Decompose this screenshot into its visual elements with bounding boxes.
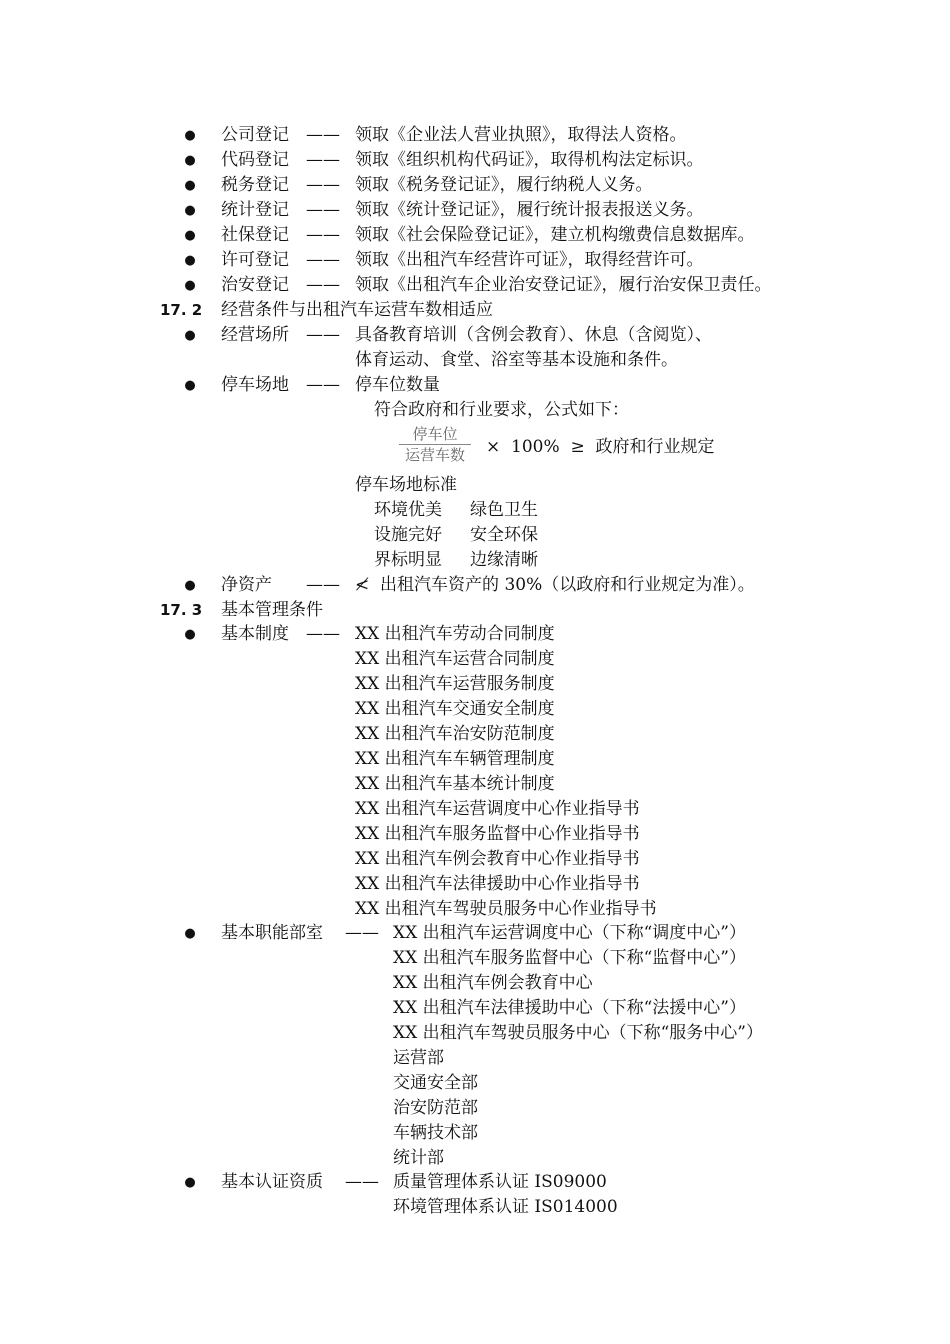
dash-separator: ——	[306, 624, 340, 644]
section-title: 经营条件与出租汽车运营车数相适应	[221, 300, 493, 320]
rule-item: XX 出租汽车交通安全制度	[355, 699, 555, 719]
item-text: 停车位数量	[355, 375, 440, 395]
item-label: 税务登记	[221, 175, 289, 195]
item-label: 许可登记	[221, 250, 289, 270]
dash-separator: ——	[306, 200, 340, 220]
rule-item: XX 出租汽车驾驶员服务中心作业指导书	[355, 899, 657, 919]
bullet-icon: ●	[184, 1175, 196, 1190]
standard-item: 界标明显	[374, 550, 442, 570]
item-text: 领取《组织机构代码证》，取得机构法定标识。	[355, 150, 704, 170]
standard-item: 设施完好	[374, 525, 442, 545]
item-text: 符合政府和行业要求，公式如下：	[374, 400, 629, 420]
item-label: 净资产	[221, 575, 272, 595]
dept-item: XX 出租汽车法律援助中心（下称“法援中心”）	[393, 998, 746, 1018]
dash-separator: ——	[306, 375, 340, 395]
rule-item: XX 出租汽车基本统计制度	[355, 774, 555, 794]
dash-separator: ——	[306, 250, 340, 270]
dept-item: XX 出租汽车驾驶员服务中心（下称“服务中心”）	[393, 1023, 763, 1043]
dash-separator: ——	[306, 175, 340, 195]
formula-text: × 100% ≥ 政府和行业规定	[486, 437, 715, 457]
dept-item: 统计部	[393, 1148, 444, 1168]
section-number: 17. 2	[160, 301, 203, 319]
item-label: 基本制度	[221, 624, 289, 644]
item-label: 基本认证资质	[221, 1172, 323, 1192]
rule-item: XX 出租汽车例会教育中心作业指导书	[355, 849, 640, 869]
cert-item: 质量管理体系认证 IS09000	[393, 1172, 607, 1192]
section-number: 17. 3	[160, 601, 203, 619]
item-label: 治安登记	[221, 275, 289, 295]
standard-item: 环境优美	[374, 500, 442, 520]
bullet-icon: ●	[184, 278, 196, 293]
section-title: 基本管理条件	[221, 600, 323, 620]
bullet-icon: ●	[184, 328, 196, 343]
dept-item: 交通安全部	[393, 1073, 478, 1093]
dash-separator: ——	[306, 150, 340, 170]
cert-item: 环境管理体系认证 IS014000	[393, 1197, 618, 1217]
dash-separator: ——	[345, 1172, 379, 1192]
bullet-icon: ●	[184, 228, 196, 243]
item-label: 代码登记	[221, 150, 289, 170]
fraction-denominator: 运营车数	[404, 446, 465, 464]
fraction-numerator: 停车位	[412, 425, 458, 443]
item-text: 领取《出租汽车经营许可证》，取得经营许可。	[355, 250, 704, 270]
item-text: 具备教育培训（含例会教育）、休息（含阅览）、	[355, 325, 712, 345]
bullet-icon: ●	[184, 128, 196, 143]
dash-separator: ——	[306, 325, 340, 345]
item-text: 领取《企业法人营业执照》，取得法人资格。	[355, 125, 687, 145]
item-label: 经营场所	[221, 325, 289, 345]
rule-item: XX 出租汽车法律援助中心作业指导书	[355, 874, 640, 894]
item-text: 领取《社会保险登记证》，建立机构缴费信息数据库。	[355, 225, 755, 245]
dept-item: 车辆技术部	[393, 1123, 478, 1143]
formula-fraction	[395, 424, 475, 465]
bullet-icon: ●	[184, 926, 196, 941]
item-label: 统计登记	[221, 200, 289, 220]
rule-item: XX 出租汽车运营服务制度	[355, 674, 555, 694]
bullet-icon: ●	[184, 203, 196, 218]
rule-item: XX 出租汽车劳动合同制度	[355, 624, 555, 644]
dept-item: 运营部	[393, 1048, 444, 1068]
dash-separator: ——	[306, 275, 340, 295]
rule-item: XX 出租汽车服务监督中心作业指导书	[355, 824, 640, 844]
item-text: 领取《出租汽车企业治安登记证》，履行治安保卫责任。	[355, 275, 772, 295]
rule-item: XX 出租汽车车辆管理制度	[355, 749, 555, 769]
standard-item: 边缘清晰	[470, 550, 538, 570]
item-text: 领取《统计登记证》，履行统计报表报送义务。	[355, 200, 704, 220]
standard-item: 绿色卫生	[470, 500, 538, 520]
rule-item: XX 出租汽车运营合同制度	[355, 649, 555, 669]
rule-item: XX 出租汽车治安防范制度	[355, 724, 555, 744]
bullet-icon: ●	[184, 253, 196, 268]
dash-separator: ——	[306, 125, 340, 145]
dash-separator: ——	[306, 225, 340, 245]
standard-title: 停车场地标准	[355, 475, 457, 495]
item-label: 停车场地	[221, 375, 289, 395]
bullet-icon: ●	[184, 578, 196, 593]
dept-item: XX 出租汽车运营调度中心（下称“调度中心”）	[393, 923, 746, 943]
dept-item: XX 出租汽车服务监督中心（下称“监督中心”）	[393, 948, 746, 968]
item-text: 领取《税务登记证》，履行纳税人义务。	[355, 175, 653, 195]
item-label: 公司登记	[221, 125, 289, 145]
item-label: 社保登记	[221, 225, 289, 245]
dept-item: XX 出租汽车例会教育中心	[393, 973, 593, 993]
rule-item: XX 出租汽车运营调度中心作业指导书	[355, 799, 640, 819]
bullet-icon: ●	[184, 378, 196, 393]
bullet-icon: ●	[184, 627, 196, 642]
dash-separator: ——	[345, 923, 379, 943]
item-text: 体育运动、食堂、浴室等基本设施和条件。	[355, 350, 678, 370]
bullet-icon: ●	[184, 178, 196, 193]
dash-separator: ——	[306, 575, 340, 595]
bullet-icon: ●	[184, 153, 196, 168]
item-text: ≮ 出租汽车资产的 30%（以政府和行业规定为准）。	[355, 575, 755, 595]
dept-item: 治安防范部	[393, 1098, 478, 1118]
standard-item: 安全环保	[470, 525, 538, 545]
item-label: 基本职能部室	[221, 923, 323, 943]
